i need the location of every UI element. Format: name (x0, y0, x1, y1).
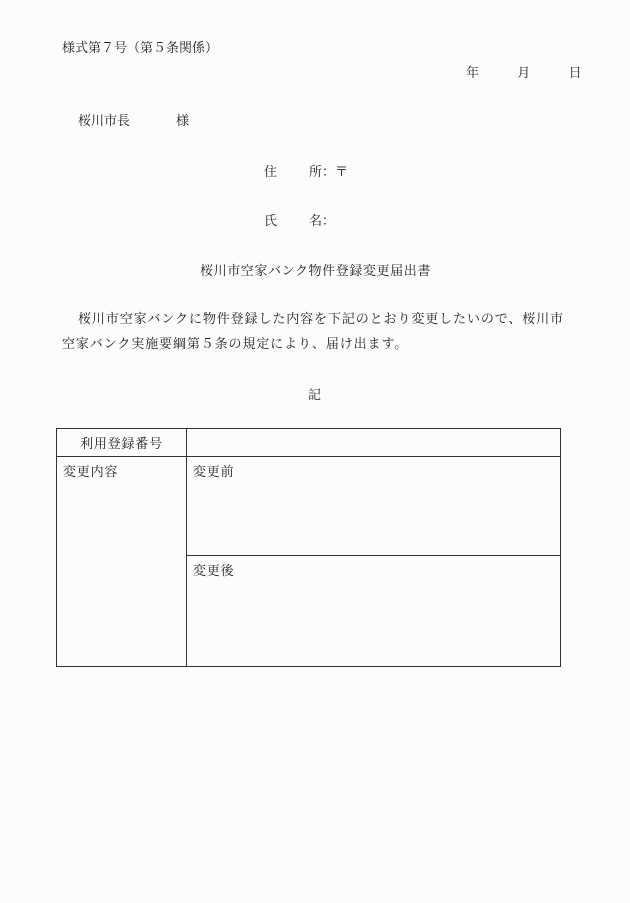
name-label-part2: 名： (309, 214, 336, 229)
before-change-label: 変更前 (193, 465, 235, 480)
address-label-part1: 住 (264, 165, 278, 180)
table-row (57, 429, 561, 457)
document-title: 桜川市空家バンク物件登録変更届出書 (200, 264, 431, 279)
registration-number-value (187, 429, 560, 437)
change-content-label-cell (57, 457, 187, 667)
registration-number-label: 利用登録番号 (80, 437, 163, 452)
registration-number-value-cell[interactable] (187, 429, 561, 457)
change-content-label: 変更内容 (63, 465, 119, 480)
addressee-honorific: 様 (176, 114, 190, 129)
form-number: 様式第７号（第５条関係） (62, 41, 219, 56)
address-label-part2: 所：〒 (309, 165, 349, 180)
after-change-cell[interactable] (187, 556, 561, 667)
after-change-label: 変更後 (193, 564, 235, 579)
date-day-label: 日 (568, 66, 582, 81)
body-text: 桜川市空家バンクに物件登録した内容を下記のとおり変更したいので、桜川市空家バンク実施要綱第５条の規定により、届け出ます。 (62, 312, 564, 352)
applicant-name-field (264, 210, 335, 229)
before-change-cell[interactable] (187, 457, 561, 556)
body-paragraph (62, 307, 572, 357)
date-line (466, 62, 582, 81)
date-year-label: 年 (466, 66, 480, 81)
registration-number-label-cell (57, 429, 187, 457)
ki-heading: 記 (308, 388, 322, 403)
table-row (57, 457, 561, 556)
addressee (78, 110, 189, 129)
change-form-table (56, 428, 561, 667)
addressee-name: 桜川市長 (78, 114, 131, 129)
applicant-address-field (264, 161, 348, 180)
date-month-label: 月 (517, 66, 531, 81)
name-label-part1: 氏 (264, 214, 278, 229)
